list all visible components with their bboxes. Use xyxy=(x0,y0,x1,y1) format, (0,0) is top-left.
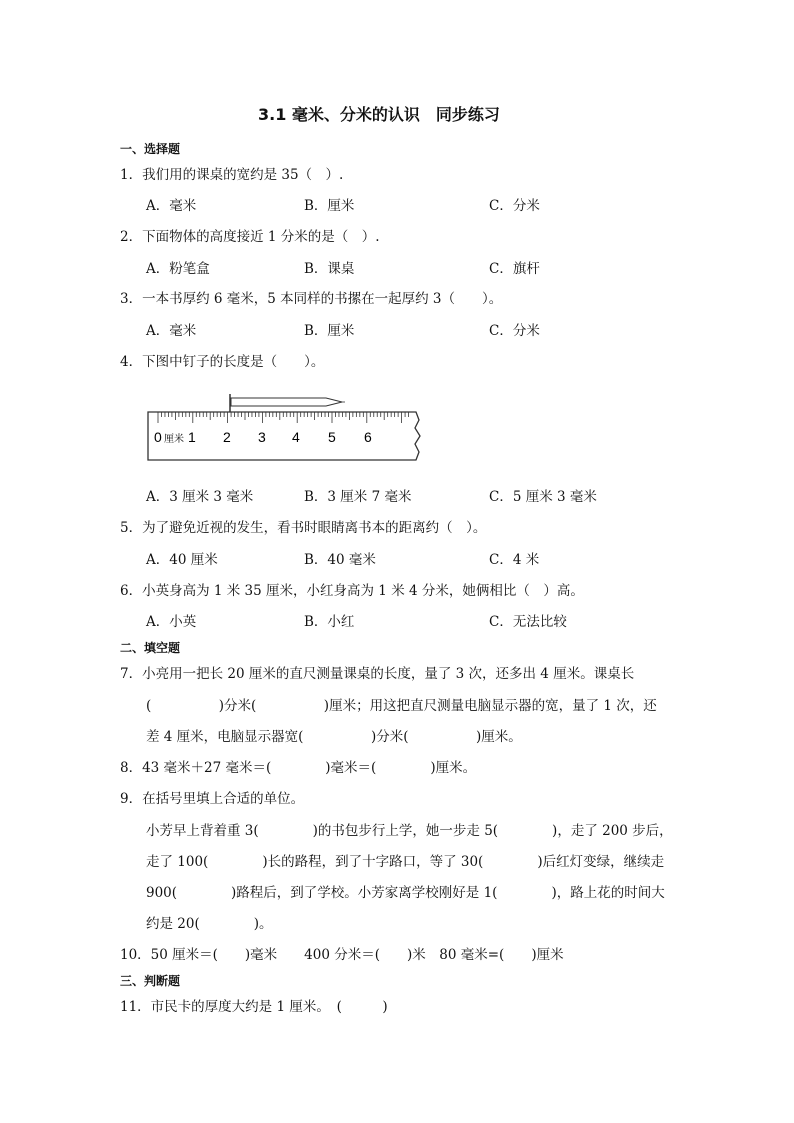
question-9-line-2: 走了 100( )长的路程，到了十字路口，等了 30( )后红灯变绿，继续走 xyxy=(146,854,665,870)
question-7-line-1: 7．小亮用一把长 20 厘米的直尺测量课桌的长度，量了 3 次，还多出 4 厘米。课桌长 xyxy=(120,666,635,682)
question-3: 3．一本书厚约 6 毫米，5 本同样的书摞在一起厚约 3（ ）。 xyxy=(120,291,503,307)
question-9-line-4: 约是 20( )。 xyxy=(146,916,273,932)
q4-option-a: A．3 厘米 3 毫米 xyxy=(146,489,254,505)
ruler-number-2: 2 xyxy=(223,429,231,445)
ruler-number-3: 3 xyxy=(258,429,266,445)
ruler-with-nail-figure xyxy=(146,392,428,464)
ruler-zero-label: 0 xyxy=(154,429,162,445)
section-heading-fill: 二、填空题 xyxy=(120,641,181,655)
q6-option-b: B．小红 xyxy=(304,614,355,630)
question-2: 2．下面物体的高度接近 1 分米的是（ ）. xyxy=(120,229,380,245)
question-7-line-2: ( )分米( )厘米；用这把直尺测量电脑显示器的宽，量了 1 次，还 xyxy=(146,698,657,714)
question-8: 8．43 毫米＋27 毫米＝( )毫米＝( )厘米。 xyxy=(120,760,477,776)
q1-option-a: A．毫米 xyxy=(146,198,197,214)
q3-option-b: B．厘米 xyxy=(304,323,355,339)
q3-option-c: C．分米 xyxy=(489,323,540,339)
question-1: 1．我们用的课桌的宽约是 35（ ）. xyxy=(120,167,344,183)
q4-option-b: B．3 厘米 7 毫米 xyxy=(304,489,412,505)
ruler-unit-label: 厘米 xyxy=(164,434,184,445)
question-5: 5．为了避免近视的发生，看书时眼睛离书本的距离约（ ）。 xyxy=(120,520,487,536)
ruler-number-6: 6 xyxy=(364,429,372,445)
page-title: 3.1 毫米、分米的认识 同步练习 xyxy=(258,105,500,124)
q2-option-c: C．旗杆 xyxy=(489,261,540,277)
q6-option-c: C．无法比较 xyxy=(489,614,567,630)
question-6: 6．小英身高为 1 米 35 厘米，小红身高为 1 米 4 分米，她俩相比（ ）高。 xyxy=(120,583,584,599)
q5-option-c: C．4 米 xyxy=(489,552,540,568)
section-heading-choice: 一、选择题 xyxy=(120,142,181,156)
question-7-line-3: 差 4 厘米，电脑显示器宽( )分米( )厘米。 xyxy=(146,729,522,745)
ruler-number-4: 4 xyxy=(292,429,300,445)
question-9-line-1: 小芳早上背着重 3( )的书包步行上学，她一步走 5( )，走了 200 步后， xyxy=(146,823,673,839)
question-9-prompt: 9．在括号里填上合适的单位。 xyxy=(120,791,305,807)
ruler-number-5: 5 xyxy=(328,429,336,445)
q6-option-a: A．小英 xyxy=(146,614,197,630)
q4-option-c: C．5 厘米 3 毫米 xyxy=(489,489,597,505)
q1-option-b: B．厘米 xyxy=(304,198,355,214)
ruler-number-1: 1 xyxy=(188,429,196,445)
question-10: 10．50 厘米＝( )毫米 400 分米＝( )米 80 毫米=( )厘米 xyxy=(120,947,564,963)
question-9-line-3: 900( )路程后，到了学校。小芳家离学校刚好是 1( )，路上花的时间大 xyxy=(146,885,665,901)
section-heading-judge: 三、判断题 xyxy=(120,974,181,988)
q5-option-a: A．40 厘米 xyxy=(146,552,218,568)
q2-option-a: A．粉笔盒 xyxy=(146,261,210,277)
q2-option-b: B．课桌 xyxy=(304,261,355,277)
q1-option-c: C．分米 xyxy=(489,198,540,214)
question-4: 4．下图中钉子的长度是（ ）。 xyxy=(120,354,325,370)
question-11: 11．市民卡的厚度大约是 1 厘米。 ( ) xyxy=(120,999,388,1015)
nail-icon xyxy=(230,394,345,412)
q5-option-b: B．40 毫米 xyxy=(304,552,376,568)
q3-option-a: A．毫米 xyxy=(146,323,197,339)
